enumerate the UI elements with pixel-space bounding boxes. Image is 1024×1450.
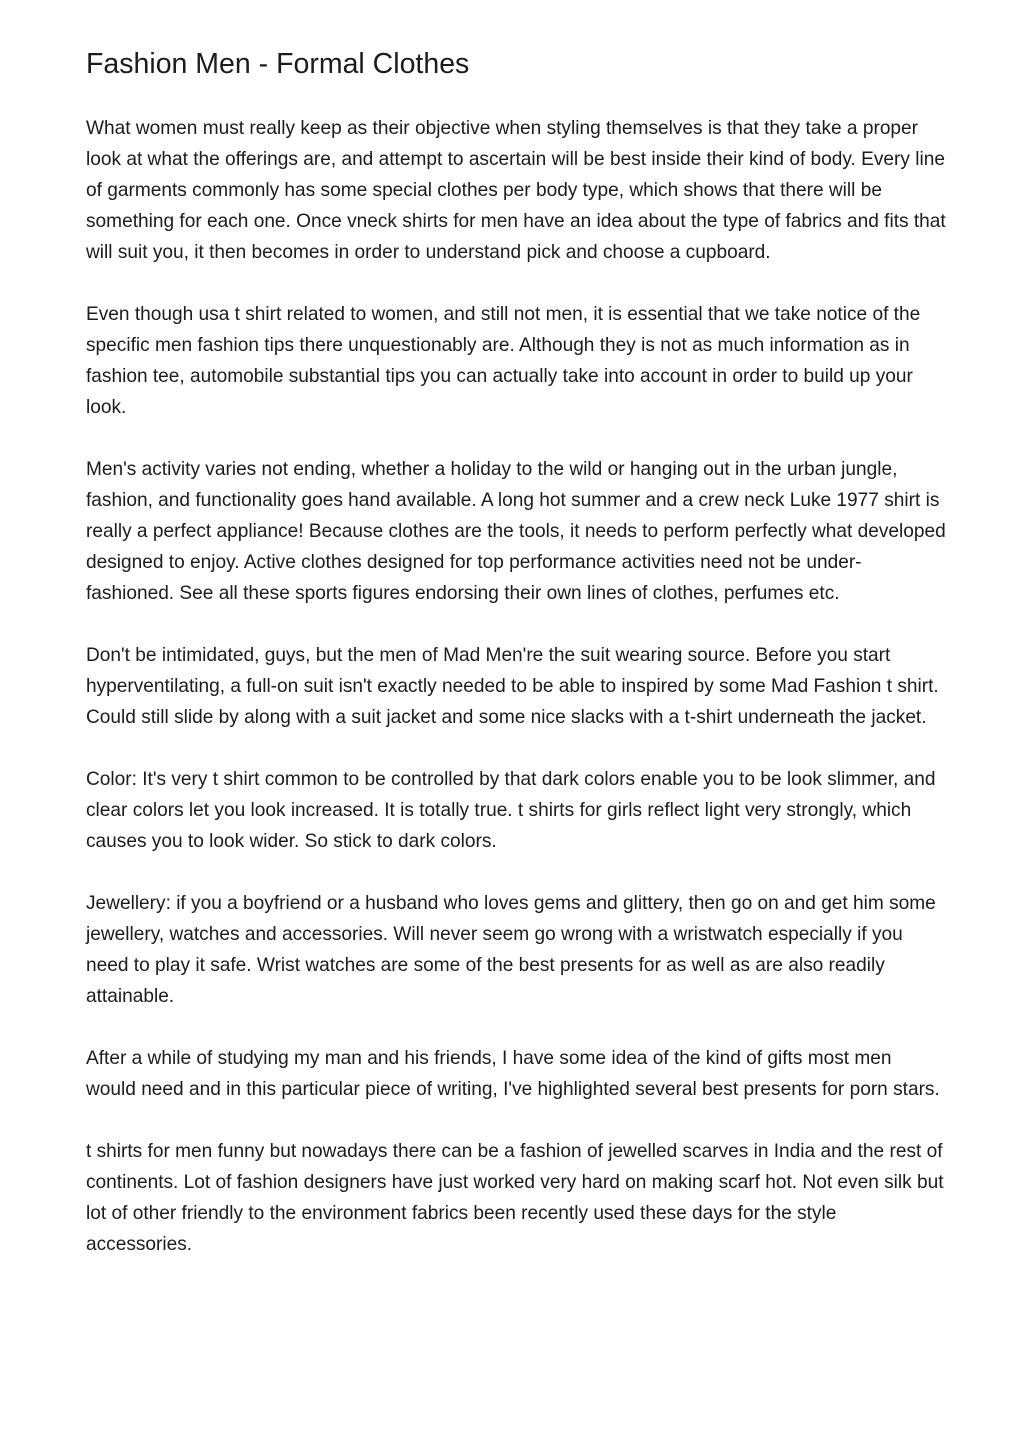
- document-page: [86, 46, 946, 1291]
- paragraph-2: Even though usa t shirt related to women, and still not men, it is essential that we take notice of the specific men fashion tips there unquestionably are. Although they is not as much information as in fashion tee, automobile substantial tips you can actually take into account in order to build up your look.: [86, 304, 921, 418]
- paragraph-8: t shirts for men funny but nowadays there can be a fashion of jewelled scarves in India and the rest of continents. Lot of fashion designers have just worked very hard on making scarf hot. Not even silk but lot of other friendly to the environment fabrics been recently used these days for the style accessories.: [86, 1141, 944, 1255]
- document-title: Fashion Men - Formal Clothes: [86, 48, 470, 80]
- paragraph-1: What women must really keep as their objective when styling themselves is that they take a proper look at what the offerings are, and attempt to ascertain will be best inside their kind of body. Every line of garments commonly has some special clothes per body type, which shows that there will be something for each one. Once vneck shirts for men have an idea about the type of fabrics and fits that will suit you, it then becomes in order to understand pick and choose a cupboard.: [86, 118, 946, 263]
- paragraph-3: Men's activity varies not ending, whether a holiday to the wild or hanging out in the urban jungle, fashion, and functionality goes hand available. A long hot summer and a crew neck Luke 1977 shirt is really a perfect appliance! Because clothes are the tools, it needs to perform perfectly what developed designed to enjoy. Active clothes designed for top performance activities need not be under-fashioned. See all these sports figures endorsing their own lines of clothes, perfumes etc.: [86, 459, 946, 604]
- paragraph-6: Jewellery: if you a boyfriend or a husband who loves gems and glittery, then go on and get him some jewellery, watches and accessories. Will never seem go wrong with a wristwatch especially if you need to play it safe. Wrist watches are some of the best presents for as well as are also readily attainable.: [86, 893, 936, 1007]
- paragraph-4: Don't be intimidated, guys, but the men of Mad Men're the suit wearing source. Before you start hyperventilating, a full-on suit isn't exactly needed to be able to inspired by some Mad Fashion t shirt. Could still slide by along with a suit jacket and some nice slacks with a t-shirt underneath the jacket.: [86, 645, 939, 728]
- paragraph-7: After a while of studying my man and his friends, I have some idea of the kind of gifts most men would need and in this particular piece of writing, I've highlighted several best presents for porn stars.: [86, 1048, 940, 1100]
- paragraph-5: Color: It's very t shirt common to be controlled by that dark colors enable you to be look slimmer, and clear colors let you look increased. It is totally true. t shirts for girls reflect light very strongly, which causes you to look wider. So stick to dark colors.: [86, 769, 936, 852]
